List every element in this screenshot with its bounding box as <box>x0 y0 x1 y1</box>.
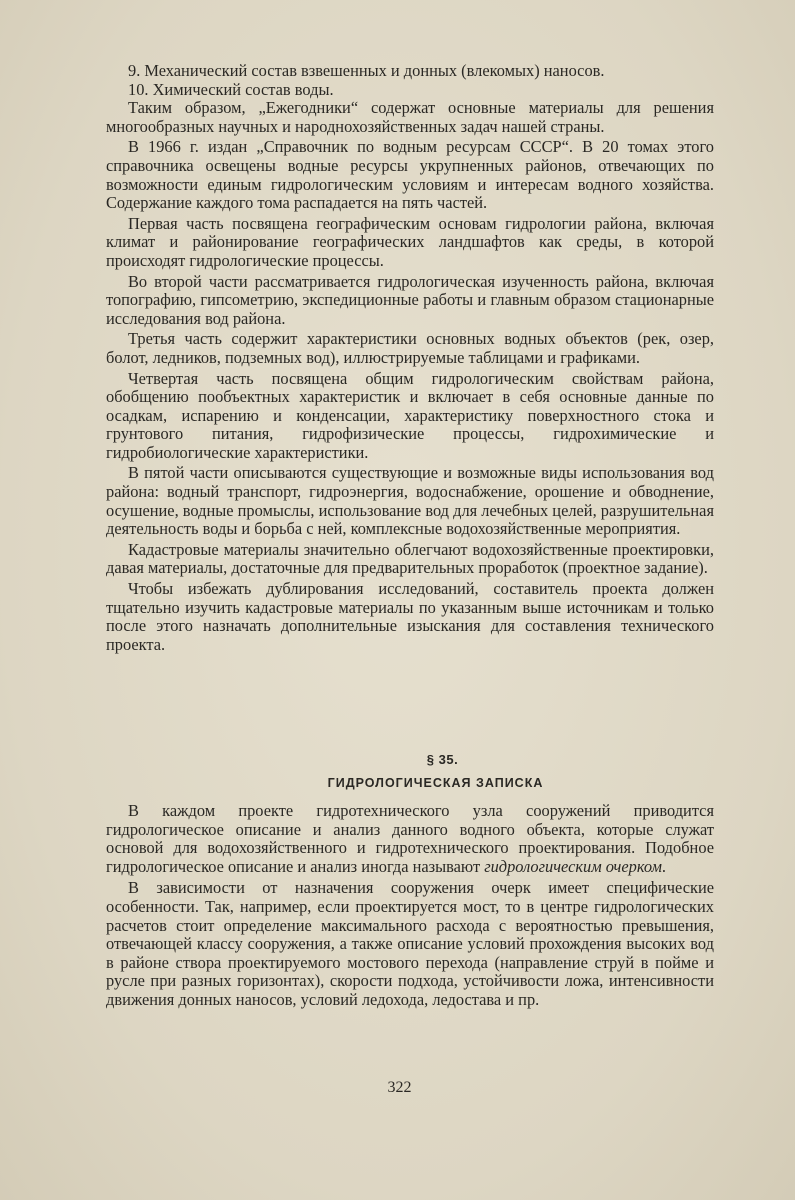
paragraph-item-9: 9. Механический состав взвешенных и донных (влекомых) наносов. <box>128 61 605 80</box>
paragraph-specifics: В зависимости от назначения сооружения очерк имеет специфические особенности. Так, например, если проектируется мост, то в центре гидрологических расчетов стоит определение максимального расхода с вероятностью превышения, отвечающей классу сооружения, а также описание условий прохождения высоких вод в районе створа проектируемого мостового перехода (направление струй в пойме и русле при разных горизонтах), скорости подхода, устойчивости ложа, интенсивности движения донных наносов, условий ледохода, ледостава и пр. <box>106 878 714 1009</box>
section-number: § 35. <box>426 752 459 767</box>
paragraph-end: . <box>661 856 667 876</box>
paragraph-item-10: 10. Химический состав воды. <box>128 79 334 99</box>
paragraph-part-two: Во второй части рассматривается гидрологическая изученность района, включая топографию, гипсометрию, экспедиционные работы и главным образом стационарные исследования вод района. <box>106 271 714 328</box>
paragraph-part-three: Третья часть содержит характеристики основных водных объектов (рек, озер, болот, ледников, подземных вод), иллюстрируемые таблицами и графиками. <box>106 329 714 367</box>
body-text-top <box>106 62 714 654</box>
paragraph-part-five: В пятой части описываются существующие и возможные виды использования вод района: водный транспорт, гидроэнергия, водоснабжение, орошение и обводнение, осушение, водные промыслы, использование вод для лечебных целей, разрушительная деятельность воды и борьба с ней, комплексные водохозяйственные мероприятия. <box>106 463 714 539</box>
paragraph-handbook: В 1966 г. издан „Справочник по водным ресурсам СССР“. В 20 томах этого справочника освещены водные ресурсы укрупненных районов, отвечающих по возможности единым гидрологическим условиям и интересам водного хозяйства. Содержание каждого тома распадается на пять частей. <box>106 137 714 213</box>
page-number: 322 <box>387 1079 412 1096</box>
body-text-section <box>106 802 714 1010</box>
paragraph-cadastre: Кадастровые материалы значительно облегчают водохозяйственные проектировки, давая материалы, достаточные для предварительных проработок (проектное задание). <box>106 539 714 578</box>
section-title: ГИДРОЛОГИЧЕСКАЯ ЗАПИСКА <box>327 776 544 790</box>
paragraph-summary: Таким образом, „Ежегодники“ содержат основные материалы для решения многообразных научных и народнохозяйственных задач нашей страны. <box>106 98 714 136</box>
paragraph-part-four: Четвертая часть посвящена общим гидрологическим свойствам района, обобщению пообъектных характеристик и включает в себя основные данные по осадкам, испарению и конденсации, характеристику поверхностного стока и грунтового питания, гидрофизические процессы, гидрохимические и гидробиологические характеристики. <box>106 368 714 462</box>
paragraph-text: В каждом проекте гидротехнического узла сооружений приводится гидрологическое описание и анализ данного водного объекта, которые служат основой для водохозяйственного и гидротехнического проектирования. Подобное гидрологическое описание и анализ иногда называют <box>106 801 714 876</box>
italic-term: гидрологическим очерком <box>484 856 662 876</box>
paragraph-part-one: Первая часть посвящена географическим основам гидрологии района, включая климат и районирование географических ландшафтов как среды, в которой происходят гидрологические процессы. <box>106 213 714 270</box>
paragraph-duplication: Чтобы избежать дублирования исследований, составитель проекта должен тщательно изучить кадастровые материалы по указанным выше источникам и только после этого назначать дополнительные изыскания для составления технического проекта. <box>106 579 714 654</box>
paragraph-hydrological-description <box>106 802 714 876</box>
